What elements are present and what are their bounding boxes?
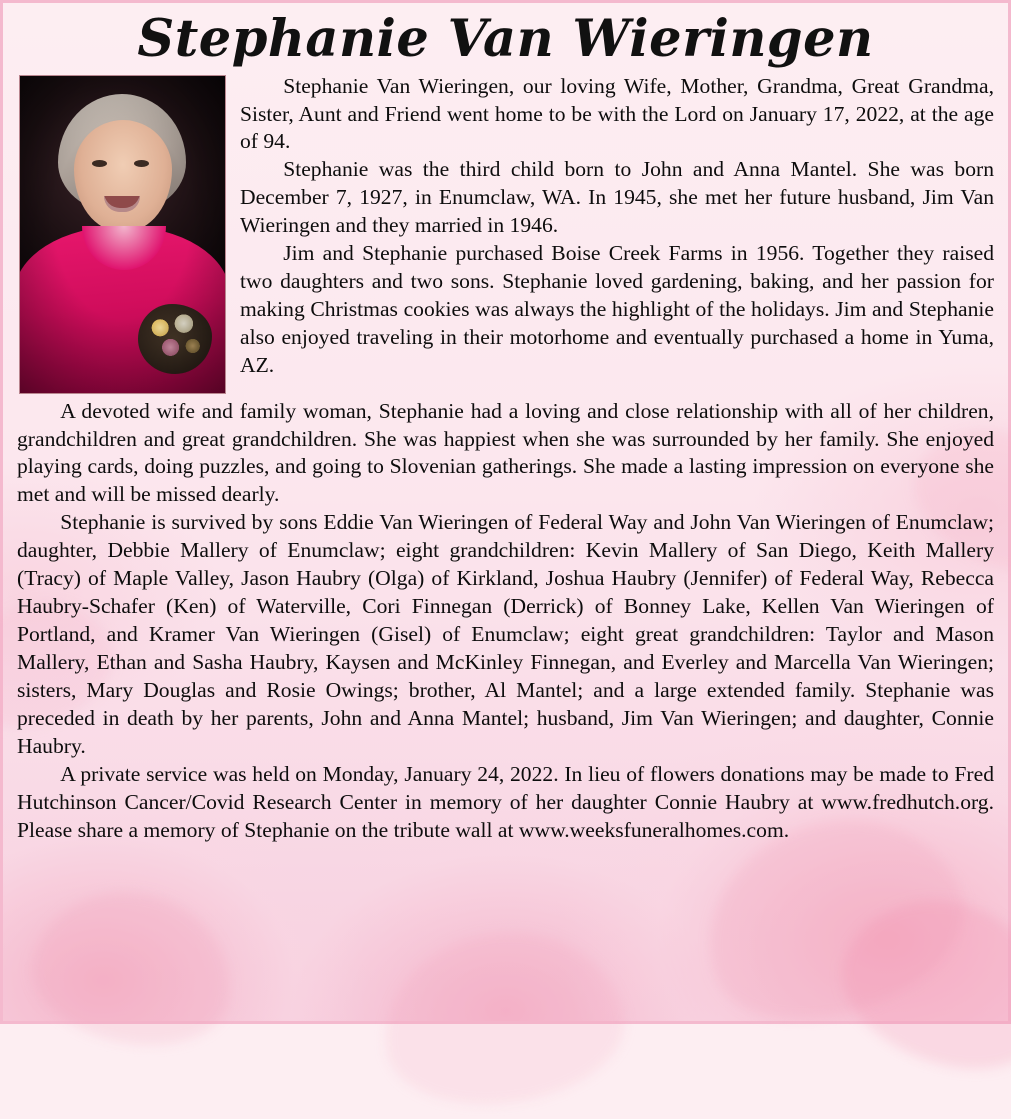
deceased-name-heading: Stephanie Van Wieringen — [137, 9, 874, 69]
obituary-paragraph: Jim and Stephanie purchased Boise Creek Farms in 1956. Together they raised two daughters and two sons. Stephanie loved gardening, baking, and her passion for making Christmas cookies was always the highlight of the holidays. Jim and Stephanie also enjoyed traveling in their motorhome and eventually purchased a home in Yuma, AZ. — [240, 241, 994, 378]
floral-decoration — [372, 917, 633, 1119]
obituary-paragraph: A devoted wife and family woman, Stephanie had a loving and close relationship with all of her children, grandchildren and great grandchildren. She was happiest when she was surrounded by her family. She enjoyed playing cards, doing puzzles, and going to Slovenian gatherings. She made a lasting impression on everyone she met and will be missed dearly. — [17, 398, 994, 507]
obituary-paragraph: A private service was held on Monday, January 24, 2022. In lieu of flowers donations may be made to Fred Hutchinson Cancer/Covid Research Center in memory of her daughter Connie Haubry at www.fredhutch.org. Please share a memory of Stephanie on the tribute wall at www.weeksfuneralhomes.com. — [17, 761, 994, 842]
obituary-paragraph: Stephanie Van Wieringen, our loving Wife, Mother, Grandma, Great Grandma, Sister, Aunt and Friend went home to be with the Lord on January 17, 2022, at the age of 94. — [240, 73, 994, 154]
obituary-paragraph: Stephanie was the third child born to John and Anna Mantel. She was born December 7, 1927, in Enumclaw, WA. In 1945, she met her future husband, Jim Van Wieringen and they married in 1946. — [240, 157, 994, 238]
obituary-content — [3, 3, 1008, 845]
portrait-photo — [19, 75, 226, 394]
portrait-vignette — [20, 76, 225, 393]
floral-decoration — [20, 874, 247, 1062]
obituary-paragraph: Stephanie is survived by sons Eddie Van Wieringen of Federal Way and John Van Wieringen of Enumclaw; daughter, Debbie Mallery of Enumclaw; eight grandchildren: Kevin Mallery of San Diego, Keith Mallery (Tracy) of Maple Valley, Jason Haubry (Olga) of Kirkland, Joshua Haubry (Jennifer) of Federal Way, Rebecca Haubry-Schafer (Ken) of Waterville, Cori Finnegan (Derrick) of Bonney Lake, Kellen Van Wieringen of Portland, and Kramer Van Wieringen (Gisel) of Enumclaw; eight great grandchildren: Taylor and Mason Mallery, Ethan and Sasha Haubry, Kaysen and McKinley Finnegan, and Everley and Marcella Van Wieringen; sisters, Mary Douglas and Rosie Owings; brother, Al Mantel; and a large extended family. Stephanie was preceded in death by her parents, John and Anna Mantel; husband, Jim Van Wieringen; and daughter, Connie Haubry. — [17, 510, 994, 758]
floral-decoration — [821, 869, 1011, 1096]
